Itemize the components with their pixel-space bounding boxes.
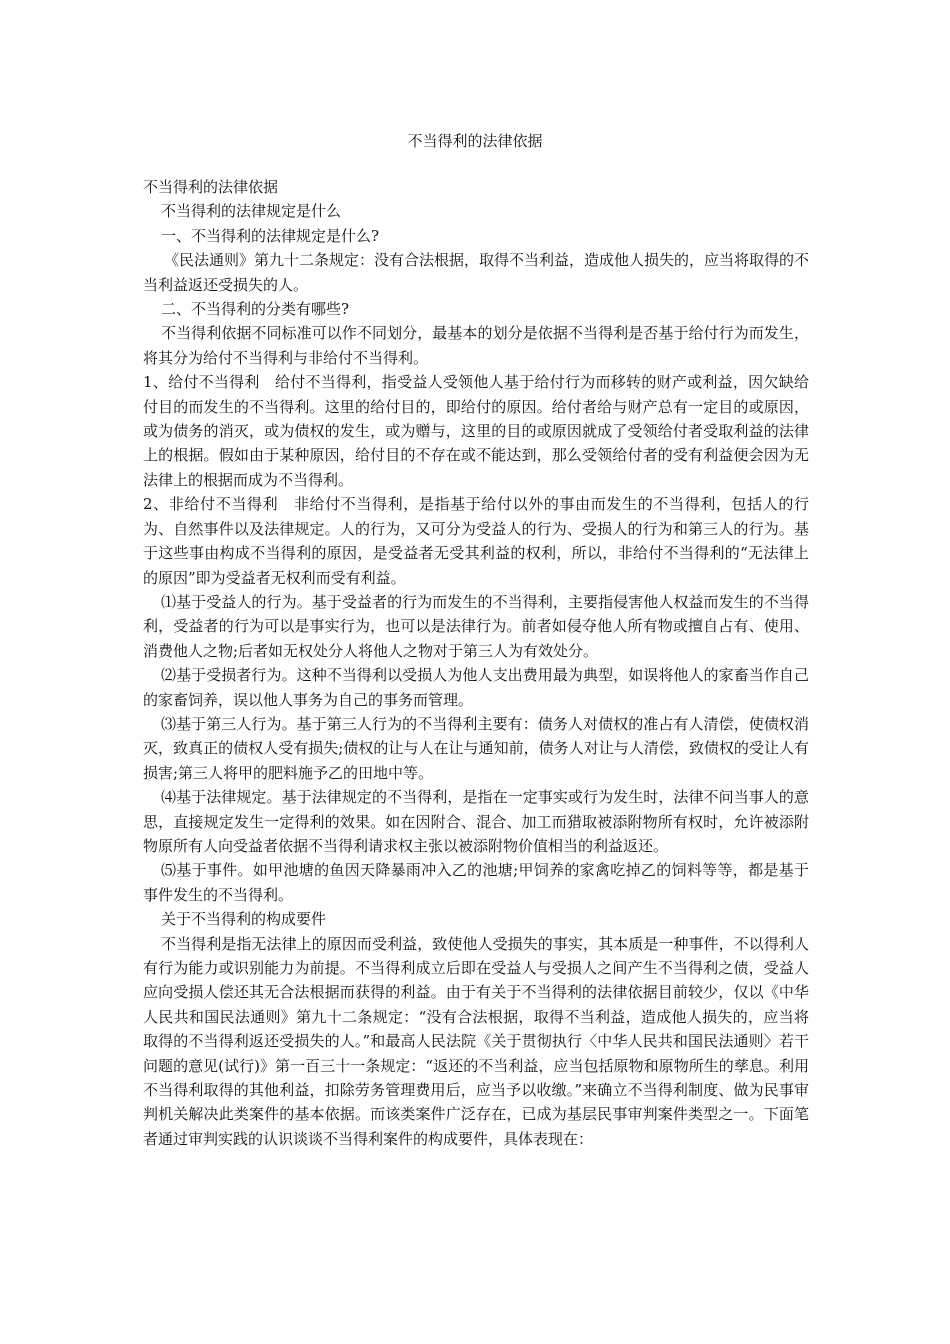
paragraph: ⑷基于法律规定。基于法律规定的不当得利，是指在一定事实或行为发生时，法律不问当事人的意思，直接规定发生一定得利的效果。如在因附合、混合、加工而猎取被添附物所有权时，允许被添附物原所有人向受益者依据不当得利请求权主张以被添附物价值相当的利益返还。	[143, 788, 809, 855]
paragraph: 不当得利的法律依据	[143, 178, 279, 196]
document-title: 不当得利的法律依据	[407, 132, 543, 150]
paragraph: 一、不当得利的法律规定是什么?	[161, 226, 380, 245]
paragraph: 关于不当得利的构成要件	[161, 910, 327, 929]
paragraph: 不当得利依据不同标准可以作不同划分，最基本的划分是依据不当得利是否基于给付行为而发生，将其分为给付不当得利与非给付不当得利。	[143, 324, 809, 367]
paragraph: 《民法通则》第九十二条规定：没有合法根据，取得不当利益，造成他人损失的，应当将取得的不当利益返还受损失的人。	[143, 251, 810, 294]
paragraph: ⑶基于第三人行为。基于第三人行为的不当得利主要有：债务人对债权的准占有人清偿，使债权消灭，致真正的债权人受有损失;债权的让与人在让与通知前，债务人对让与人清偿，致债权的受让人有损害;第三人将甲的肥料施予乙的田地中等。	[143, 714, 809, 782]
paragraph: 不当得利的法律规定是什么	[161, 202, 342, 221]
paragraph: 二、不当得利的分类有哪些?	[161, 300, 350, 319]
paragraph: 不当得利是指无法律上的原因而受利益，致使他人受损失的事实，其本质是一种事件，不以得利人有行为能力或识别能力为前提。不当得利成立后即在受益人与受损人之间产生不当得利之债，受益人应向受损人偿还其无合法根据而获得的利益。由于有关于不当得利的法律依据目前较少，仅以《中华人民共和国民法通则》第九十二条规定：“没有合法根据，取得不当利益，造成他人损失的，应当将取得的不当得利返还受损失的人。”和最高人民法院《关于贯彻执行〈中华人民共和国民法通则〉若干问题的意见(试行)》第一百三十一条规定：“返还的不当利益，应当包括原物和原物所生的孳息。利用不当得利取得的其他利益，扣除劳务管理费用后，应当予以收缴。”来确立不当得利制度、做为民事审判机关解决此类案件的基本依据。而该类案件广泛存在，已成为基层民事审判案件类型之一。下面笔者通过审判实践的认识谈谈不当得利案件的构成要件，具体表现在：	[143, 934, 809, 1148]
document-body	[143, 175, 809, 1151]
paragraph: 2、非给付不当得利 非给付不当得利，是指基于给付以外的事由而发生的不当得利，包括人的行为、自然事件以及法律规定。人的行为，又可分为受益人的行为、受损人的行为和第三人的行为。基于这些事由构成不当得利的原因，是受益者无受其利益的权利，所以，非给付不当得利的“无法律上的原因”即为受益者无权利而受有利益。	[143, 495, 809, 587]
paragraph: ⑴基于受益人的行为。基于受益者的行为而发生的不当得利，主要指侵害他人权益而发生的不当得利，受益者的行为可以是事实行为，也可以是法律行为。前者如侵夺他人所有物或擅自占有、使用、消费他人之物;后者如无权处分人将他人之物对于第三人为有效处分。	[143, 592, 809, 660]
paragraph: ⑵基于受损者行为。这种不当得利以受损人为他人支出费用最为典型，如误将他人的家畜当作自己的家畜饲养，误以他人事务为自己的事务而管理。	[143, 666, 809, 709]
paragraph: ⑸基于事件。如甲池塘的鱼因天降暴雨冲入乙的池塘;甲饲养的家禽吃掉乙的饲料等等，都是基于事件发生的不当得利。	[143, 861, 809, 904]
paragraph: 1、给付不当得利 给付不当得利，指受益人受领他人基于给付行为而移转的财产或利益，因欠缺给付目的而发生的不当得利。这里的给付目的，即给付的原因。给付者给与财产总有一定目的或原因，或为债务的消灭，或为债权的发生，或为赠与，这里的目的或原因就成了受领给付者受取利益的法律上的根据。假如由于某种原因，给付目的不存在或不能达到，那么受领给付者的受有利益便会因为无法律上的根据而成为不当得利。	[143, 373, 809, 489]
